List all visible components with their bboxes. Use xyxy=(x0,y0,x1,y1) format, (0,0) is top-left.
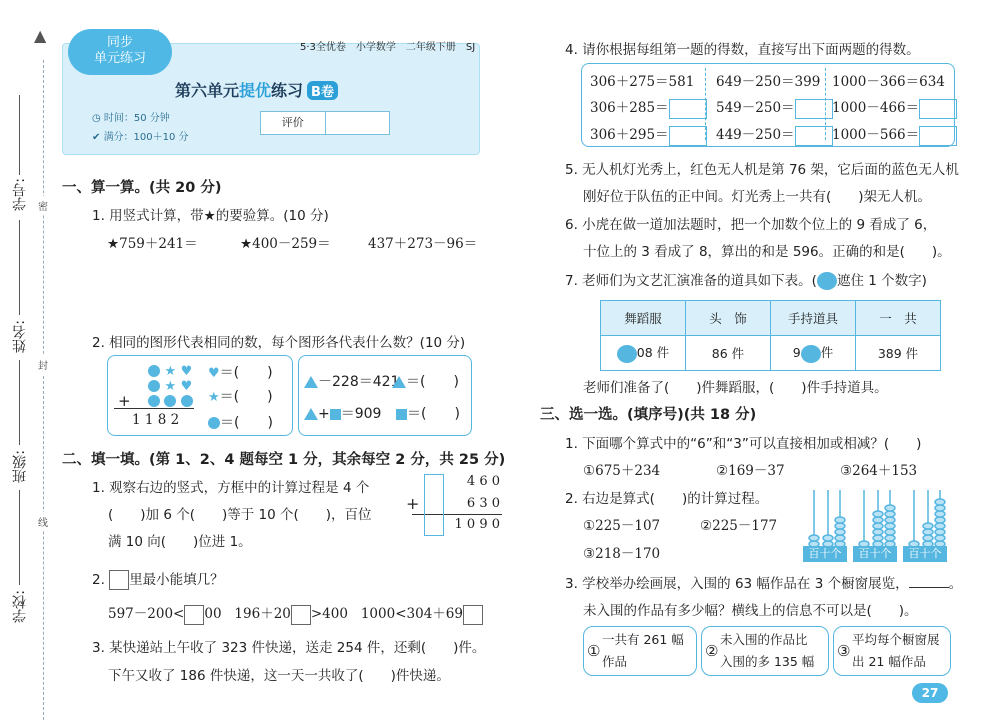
page-title xyxy=(175,78,338,101)
label-school: 学校: xyxy=(12,590,28,623)
q4-c2-r1: 649－250＝399 xyxy=(716,74,821,90)
s1-q2-text: 2. 相同的图形代表相同的数，每个图形各代表什么数？(10 分) xyxy=(92,335,466,351)
triangle-icon xyxy=(304,408,318,420)
eq1-text: －228＝421 xyxy=(318,374,400,390)
q4-c1-r2 xyxy=(590,96,707,119)
score-info xyxy=(92,128,189,143)
circle-answer xyxy=(208,412,273,432)
addend-2: 6 3 0 xyxy=(466,496,500,511)
class-line xyxy=(19,360,20,445)
triangle-equation xyxy=(304,371,399,391)
q4-c1-r3 xyxy=(590,123,707,146)
s2-q1-line3: 满 10 向( )位进 1。 xyxy=(108,534,252,550)
q4-c2-r3 xyxy=(716,123,833,146)
cell-headwear: 86 件 xyxy=(686,336,771,371)
student-id-line xyxy=(19,95,20,175)
square-icon xyxy=(396,409,407,420)
check-icon: ✔ xyxy=(92,132,104,143)
addend-1: 4 6 0 xyxy=(466,474,500,489)
page-number: 27 xyxy=(912,683,948,703)
section1-heading: 一、算一算。(共 20 分) xyxy=(62,180,222,196)
clock-icon: ◷ xyxy=(92,113,104,124)
highlight-box xyxy=(424,474,444,536)
heart-icon: ♥ xyxy=(208,366,220,381)
cover-blob-icon xyxy=(617,345,637,363)
name-line xyxy=(19,220,20,315)
option-1-line1: 一共有 261 幅 xyxy=(602,632,684,647)
handheld-unit: 件 xyxy=(820,345,834,361)
s2-q1-line2: ( )加 6 个( )等于 10 个( )，百位 xyxy=(108,507,372,523)
circle-icon xyxy=(148,395,160,407)
r-q4-text: 4. 请你根据每组第一题的得数，直接写出下面两题的得数。 xyxy=(565,42,920,58)
heart-eq: ＝( ) xyxy=(219,365,273,381)
option-1-num: ① xyxy=(587,642,601,660)
q4-c3-r3-text: 1000－566＝ xyxy=(832,127,920,143)
star-answer xyxy=(208,386,273,406)
cell-handheld xyxy=(771,336,856,371)
section3-heading: 三、选一选。(填序号)(共 18 分) xyxy=(540,407,757,423)
circle-icon xyxy=(208,417,220,429)
q4-c1-r2-text: 306＋285＝ xyxy=(590,100,669,116)
rocket-badge-icon: ✦ xyxy=(150,24,167,48)
s1-q1-text: 1. 用竖式计算，带★的要验算。(10 分) xyxy=(92,208,329,224)
s1-q1-item3: 437＋273－96＝ xyxy=(368,236,478,252)
shape-equation-box xyxy=(298,355,472,436)
s2-q2-expressions xyxy=(108,602,483,625)
q4-answer-4[interactable] xyxy=(795,126,833,146)
cell-dance xyxy=(601,336,686,371)
binding-dashed-line xyxy=(43,60,44,720)
option-2-line2: 入围的多 135 幅 xyxy=(720,654,815,669)
triangle-answer xyxy=(392,371,459,391)
circle-icon xyxy=(148,380,160,392)
r-q6-line1: 6. 小虎在做一道加法题时，把一个加数个位上的 9 看成了 6， xyxy=(565,217,937,233)
title-prefix: 第六单元 xyxy=(175,81,240,100)
r-q5-line1: 5. 无人机灯光秀上，红色无人机是第 76 架，它后面的蓝色无人机 xyxy=(565,162,959,178)
cover-blob-icon xyxy=(801,345,821,363)
q4-c3-r1: 1000－366＝634 xyxy=(832,74,945,90)
q4-c1-r1: 306＋275＝581 xyxy=(590,74,695,90)
dance-value: 08 件 xyxy=(636,345,670,361)
circle-row-3 xyxy=(148,393,193,409)
r-q6-line2: 十位上的 3 看成了 8，算出的和是 596。正确的和是( )。 xyxy=(583,244,951,260)
q4-answer-6[interactable] xyxy=(919,126,957,146)
title-highlight: 提优 xyxy=(239,81,272,100)
s3-q2-opt3: ③218－170 xyxy=(583,546,661,562)
s2-q3-line2: 下午又收了 186 件快递，这一天一共收了( )件快递。 xyxy=(108,668,450,684)
option-card-2[interactable] xyxy=(701,626,829,676)
label-student-id: 学号: xyxy=(12,178,28,211)
heart-answer xyxy=(208,362,273,382)
blank-2[interactable] xyxy=(291,605,311,625)
label-name: 姓名: xyxy=(12,320,28,353)
evaluation-field[interactable] xyxy=(326,112,390,134)
q3-blank-line[interactable] xyxy=(909,587,949,588)
r-q5-line2: 刚好位于队伍的正中间。灯光秀上一共有( )架无人机。 xyxy=(583,189,932,205)
answer-box[interactable] xyxy=(109,570,129,590)
abacus-label-3: 百十个 xyxy=(903,546,947,562)
triangle-eq: ＝( ) xyxy=(406,374,459,390)
cell-total: 389 件 xyxy=(856,336,941,371)
abacus-label-1: 百十个 xyxy=(803,546,847,562)
option-3-line1: 平均每个橱窗展 xyxy=(852,632,940,647)
q4-c1-r3-text: 306＋295＝ xyxy=(590,127,669,143)
s3-q3-line2: 未入围的作品有多少幅？横线上的信息不可以是( )。 xyxy=(583,603,918,619)
circle-icon xyxy=(164,395,176,407)
seal-char-3: 线 xyxy=(38,512,48,531)
s3-q2-opt2: ②225－177 xyxy=(700,518,778,534)
table-header-row xyxy=(601,301,941,336)
square-answer xyxy=(396,403,460,423)
book-meta: 5·3全优卷 小学数学 二年级下册 SJ xyxy=(300,42,476,53)
q4-c3-r3 xyxy=(832,123,957,146)
expr2-a: 196＋20 xyxy=(234,606,291,622)
eq2-text: ＝909 xyxy=(340,406,382,422)
q3-line1-end: 。 xyxy=(948,576,963,592)
r-q7-text xyxy=(565,269,927,290)
q2-num: 2. xyxy=(92,572,105,588)
s3-q1-text: 1. 下面哪个算式中的“6”和“3”可以直接相加或相减？( ) xyxy=(565,436,922,452)
q4-c3-r2 xyxy=(832,96,957,119)
circle-icon xyxy=(181,395,193,407)
q4-c2-r3-text: 449－250＝ xyxy=(716,127,795,143)
table-row xyxy=(601,336,941,371)
header-total: 一 共 xyxy=(856,301,941,336)
q7-text-b: 遮住 1 个数字) xyxy=(836,273,927,289)
section2-heading: 二、填一填。(第 1、2、4 题每空 1 分，其余每空 2 分，共 25 分) xyxy=(62,452,506,468)
q4-c2-r2 xyxy=(716,96,833,119)
triangle-icon xyxy=(392,376,406,388)
header-dance-costume: 舞蹈服 xyxy=(601,301,686,336)
s2-q2 xyxy=(92,568,224,590)
s2-q3-line1: 3. 某快递站上午收了 323 件快递，送走 254 件，还剩( )件。 xyxy=(92,640,486,656)
square-eq: ＝( ) xyxy=(407,406,460,422)
q3-line1-text: 3. 学校举办绘画展，入围的 63 幅作品在 3 个橱窗展览， xyxy=(565,576,909,592)
q7-text-a: 7. 老师们为文艺汇演准备的道具如下表。( xyxy=(565,273,817,289)
plus-sign: + xyxy=(406,494,420,513)
option-1-line2: 作品 xyxy=(602,654,628,669)
school-line xyxy=(19,490,20,585)
option-3-line2: 出 21 幅作品 xyxy=(852,654,926,669)
badge-line-2: 单元练习 xyxy=(93,51,146,66)
heart-icon: ♥ xyxy=(180,379,193,394)
s3-q1-opt2: ②169－37 xyxy=(716,463,785,479)
evaluation-box xyxy=(260,111,390,135)
q4-answer-3[interactable] xyxy=(795,99,833,119)
handheld-prefix: 9 xyxy=(792,345,801,361)
s3-q2-text: 2. 右边是算式( )的计算过程。 xyxy=(565,491,769,507)
time-text: 时间：50 分钟 xyxy=(103,113,170,124)
cover-blob-icon xyxy=(817,272,837,290)
circle-star-heart-row-1 xyxy=(148,363,192,379)
s3-q2-opt1: ①225－107 xyxy=(583,518,661,534)
option-card-3[interactable] xyxy=(833,626,951,676)
expr1-a: 597－200< xyxy=(108,606,185,622)
circle-star-row-2 xyxy=(148,378,192,394)
full-score-text: 满分：100＋10 分 xyxy=(103,132,189,143)
badge-line-1: 同步 xyxy=(106,35,133,50)
option-2-num: ② xyxy=(705,642,719,660)
q4-answer-2[interactable] xyxy=(669,126,707,146)
star-eq: ＝( ) xyxy=(219,389,273,405)
q4-c2-r2-text: 549－250＝ xyxy=(716,100,795,116)
expr2-b: >400 xyxy=(310,606,348,622)
header-headwear: 头 饰 xyxy=(686,301,771,336)
blank-3[interactable] xyxy=(463,605,483,625)
label-class: 班级: xyxy=(12,450,28,483)
q2-text: 里最小能填几？ xyxy=(129,572,224,588)
blank-1[interactable] xyxy=(184,605,204,625)
q4-answer-5[interactable] xyxy=(919,99,957,119)
s3-q1-opt1: ①675＋234 xyxy=(583,463,661,479)
sum-value: 1 0 9 0 xyxy=(454,517,500,532)
circle-icon xyxy=(148,365,160,377)
option-3-num: ③ xyxy=(837,642,851,660)
abacus-label-2: 百十个 xyxy=(853,546,897,562)
s3-q3-line1 xyxy=(565,572,962,592)
r-q7-after: 老师们准备了( )件舞蹈服，( )件手持道具。 xyxy=(583,380,888,396)
option-2-line1: 未入围的作品比 xyxy=(720,632,808,647)
evaluation-label: 评价 xyxy=(261,112,326,134)
header-handheld: 手持道具 xyxy=(771,301,856,336)
heart-icon: ♥ xyxy=(180,364,193,379)
expr3-a: 1000<304＋69 xyxy=(360,606,463,622)
sum-line xyxy=(114,408,194,409)
star-icon: ★ xyxy=(164,379,177,394)
seal-char-1: 密 xyxy=(38,196,48,215)
q4-answer-1[interactable] xyxy=(669,99,707,119)
option-card-1[interactable] xyxy=(583,626,697,676)
q4-c3-r2-text: 1000－466＝ xyxy=(832,100,920,116)
star-icon: ★ xyxy=(208,390,220,405)
sum-total: 1 1 8 2 xyxy=(132,412,180,428)
square-icon xyxy=(330,409,341,420)
s3-q1-opt3: ③264＋153 xyxy=(840,463,918,479)
s2-q1-line1: 1. 观察右边的竖式，方框中的计算过程是 4 个 xyxy=(92,480,370,496)
props-table xyxy=(600,300,941,371)
plus-sign: + xyxy=(118,392,131,410)
star-icon: ★ xyxy=(164,364,177,379)
s1-q1-item2: ★400－259＝ xyxy=(240,236,331,252)
circle-eq: ＝( ) xyxy=(220,415,273,431)
title-badge: B卷 xyxy=(307,81,338,100)
expr1-b: 00 xyxy=(204,606,222,622)
tri-square-equation: + ＝909 xyxy=(304,403,381,423)
time-info xyxy=(92,109,170,124)
title-suffix: 练习 xyxy=(271,81,304,100)
seal-char-2: 封 xyxy=(38,355,48,374)
rocket-icon: ▲ xyxy=(34,26,47,45)
s1-q1-item1: ★759＋241＝ xyxy=(107,236,198,252)
triangle-icon xyxy=(304,376,318,388)
